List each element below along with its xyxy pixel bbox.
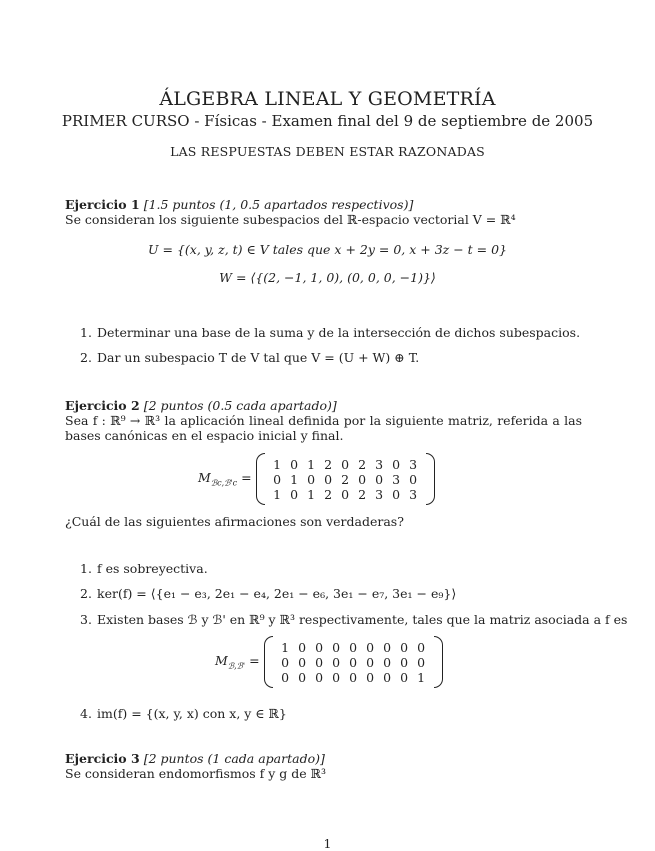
exercise-2-heading <box>65 398 337 413</box>
matrix-cell: 3 <box>392 471 401 487</box>
matrix-cell: 0 <box>392 456 401 472</box>
matrix-cell: 1 <box>307 456 316 472</box>
matrix-cell: 2 <box>358 486 367 502</box>
matrix-cell: 1 <box>281 639 290 655</box>
matrix-cell: 0 <box>366 654 375 670</box>
matrix-cell: 3 <box>375 456 384 472</box>
right-paren <box>434 636 443 688</box>
exercise-1-label: Ejercicio 1 <box>65 197 140 212</box>
page-subtitle: PRIMER CURSO - Físicas - Examen final del 9 de septiembre de 2005 <box>61 112 594 130</box>
matrix-entries <box>265 457 426 502</box>
matrix-entries <box>273 640 434 685</box>
matrix-cell: 0 <box>332 639 341 655</box>
exercise-1-intro: Se consideran los siguiente subespacios del ℝ-espacio vectorial V = ℝ⁴ <box>65 212 516 227</box>
left-paren <box>264 636 273 688</box>
item-number: 1. <box>80 325 92 340</box>
exercise-3-label: Ejercicio 3 <box>65 751 140 766</box>
matrix-label: $M_{ℬ,ℬ'}$ = <box>215 653 260 671</box>
matrix-cell: 0 <box>298 669 307 685</box>
matrix-cell: 0 <box>273 471 282 487</box>
matrix-cell: 0 <box>315 654 324 670</box>
matrix-cell: 0 <box>383 669 392 685</box>
matrix-cell: 0 <box>400 639 409 655</box>
matrix-cell: 0 <box>366 669 375 685</box>
exercise-2-label: Ejercicio 2 <box>65 398 140 413</box>
matrix-cell: 0 <box>358 471 367 487</box>
matrix-canonical <box>198 453 435 505</box>
exercise-2-points: [2 puntos (0.5 cada apartado)] <box>143 398 337 413</box>
matrix-cell: 0 <box>332 669 341 685</box>
exercise-2-intro: Sea f : ℝ⁹ → ℝ³ la aplicación lineal definida por la siguiente matriz, referida a las bases canónicas en el espacio inicial y final. <box>65 413 582 443</box>
matrix-cell: 0 <box>307 471 316 487</box>
exercise-2-item <box>80 706 287 721</box>
item-text: f es sobreyectiva. <box>97 561 208 576</box>
item-text: Determinar una base de la suma y de la intersección de dichos subespacios. <box>97 325 581 340</box>
matrix-cell: 1 <box>290 471 299 487</box>
matrix-cell: 0 <box>349 669 358 685</box>
exercise-1-heading <box>65 197 413 212</box>
matrix-cell: 0 <box>366 639 375 655</box>
item-number: 3. <box>80 612 92 627</box>
item-text: im(f) = {(x, y, x) con x, y ∈ ℝ} <box>97 706 287 721</box>
item-number: 2. <box>80 586 92 601</box>
right-paren <box>426 453 435 505</box>
exercise-2-item <box>80 561 208 576</box>
exercise-1-item <box>80 350 419 365</box>
matrix-cell: 0 <box>409 471 418 487</box>
page-number: 1 <box>323 836 332 851</box>
matrix-cell: 0 <box>349 654 358 670</box>
item-text: Dar un subespacio T de V tal que V = (U + W) ⊕ T. <box>97 350 420 365</box>
matrix-cell: 0 <box>341 456 350 472</box>
matrix-cell: 0 <box>392 486 401 502</box>
page-title: ÁLGEBRA LINEAL Y GEOMETRÍA <box>159 88 496 110</box>
matrix-cell: 0 <box>332 654 341 670</box>
exercise-3-points: [2 puntos (1 cada apartado)] <box>143 751 325 766</box>
item-text: ker(f) = ⟨{e₁ − e₃, 2e₁ − e₄, 2e₁ − e₆, 3e₁ − e₇, 3e₁ − e₉}⟩ <box>97 586 457 601</box>
matrix-cell: 0 <box>383 639 392 655</box>
matrix-cell: 0 <box>281 669 290 685</box>
matrix-cell: 0 <box>290 486 299 502</box>
equation-w: W = ⟨{(2, −1, 1, 0), (0, 0, 0, −1)}⟩ <box>219 270 436 285</box>
matrix-cell: 2 <box>324 456 333 472</box>
matrix-cell: 0 <box>417 654 426 670</box>
matrix-cell: 3 <box>409 456 418 472</box>
item-text: Existen bases ℬ y ℬ' en ℝ⁹ y ℝ³ respectivamente, tales que la matriz asociada a f es <box>97 612 628 627</box>
matrix-cell: 0 <box>375 471 384 487</box>
matrix-cell: 0 <box>281 654 290 670</box>
matrix-cell: 0 <box>290 456 299 472</box>
matrix-cell: 0 <box>400 669 409 685</box>
matrix-cell: 0 <box>315 639 324 655</box>
exercise-3-intro: Se consideran endomorfismos f y g de ℝ³ <box>65 766 327 781</box>
matrix-cell: 0 <box>383 654 392 670</box>
matrix-cell: 1 <box>307 486 316 502</box>
matrix-cell: 0 <box>298 639 307 655</box>
matrix-cell: 2 <box>358 456 367 472</box>
matrix-cell: 2 <box>324 486 333 502</box>
matrix-cell: 3 <box>409 486 418 502</box>
matrix-cell: 1 <box>273 456 282 472</box>
exercise-2-question: ¿Cuál de las siguientes afirmaciones son verdaderas? <box>65 514 404 529</box>
equation-u: U = {(x, y, z, t) ∈ V tales que x + 2y = 0, x + 3z − t = 0} <box>147 242 508 257</box>
item-number: 1. <box>80 561 92 576</box>
instructions-note: LAS RESPUESTAS DEBEN ESTAR RAZONADAS <box>170 144 485 159</box>
matrix-cell: 2 <box>341 471 350 487</box>
matrix-cell: 0 <box>400 654 409 670</box>
item-number: 2. <box>80 350 92 365</box>
exercise-2-item <box>80 612 627 627</box>
exercise-1-points: [1.5 puntos (1, 0.5 apartados respectivos)] <box>143 197 414 212</box>
matrix-cell: 0 <box>417 639 426 655</box>
matrix-cell: 3 <box>375 486 384 502</box>
matrix-cell: 0 <box>349 639 358 655</box>
exercise-1-item <box>80 325 580 340</box>
matrix-cell: 0 <box>298 654 307 670</box>
matrix-cell: 1 <box>417 669 426 685</box>
left-paren <box>256 453 265 505</box>
exercise-3-heading <box>65 751 325 766</box>
matrix-label: $M_{ℬc,ℬ'c}$ = <box>198 470 252 488</box>
exercise-2-item <box>80 586 456 601</box>
matrix-new-bases <box>215 636 443 688</box>
matrix-cell: 0 <box>324 471 333 487</box>
matrix-cell: 0 <box>315 669 324 685</box>
item-number: 4. <box>80 706 92 721</box>
matrix-cell: 1 <box>273 486 282 502</box>
matrix-cell: 0 <box>341 486 350 502</box>
